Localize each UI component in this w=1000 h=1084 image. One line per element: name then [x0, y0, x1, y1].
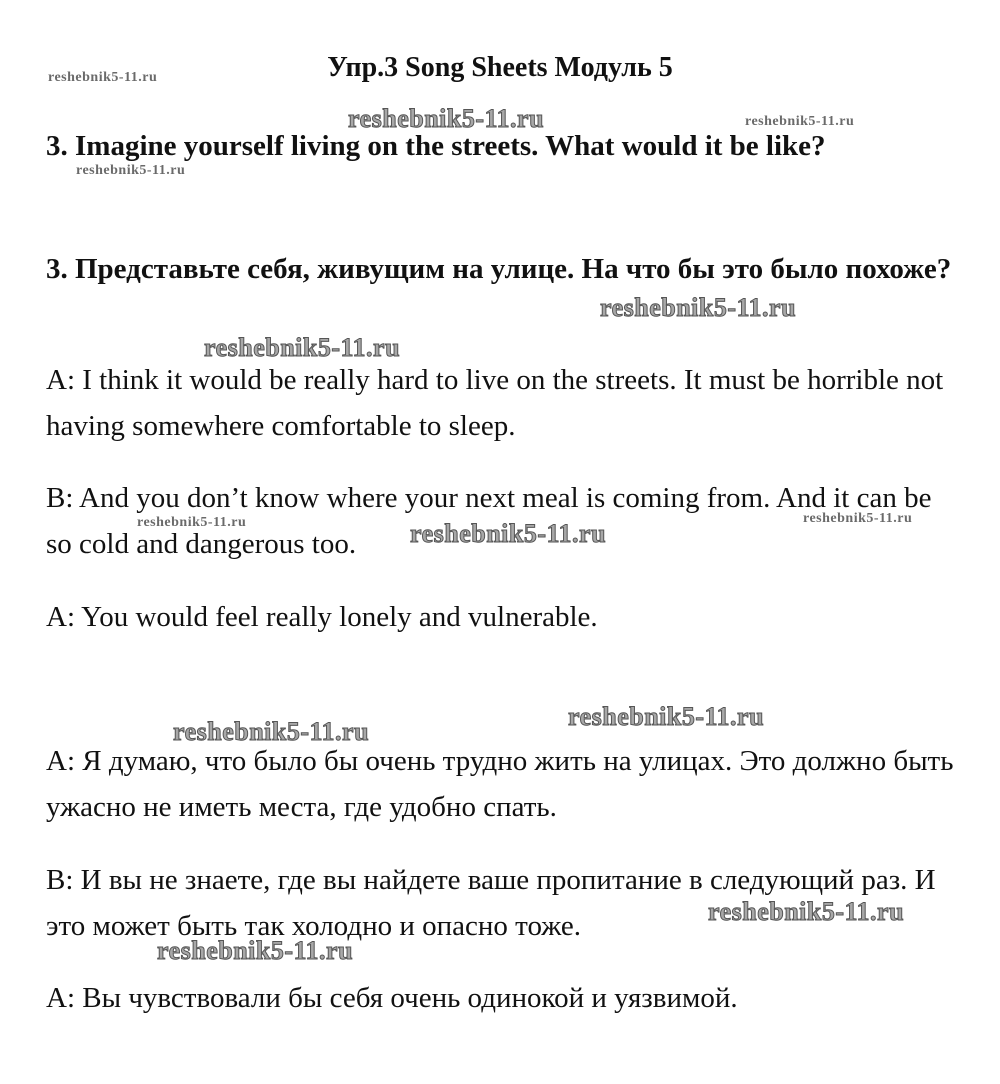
watermark: reshebnik5-11.ru — [48, 70, 158, 85]
watermark: reshebnik5-11.ru — [173, 717, 370, 746]
question-english: 3. Imagine yourself living on the streets. What would it be like? — [46, 130, 826, 162]
dialogue-line-en-a1: A: I think it would be really hard to live on the streets. It must be horrible not having somewhere comfortable to sleep. — [46, 364, 944, 442]
dialogue-line-ru-b: B: И вы не знаете, где вы найдете ваше пропитание в следующий раз. И это может быть так холодно и опасно тоже. — [46, 864, 936, 942]
dialogue-line-en-a2: A: You would feel really lonely and vulnerable. — [46, 601, 598, 633]
watermark: reshebnik5-11.ru — [803, 511, 913, 526]
watermark: reshebnik5-11.ru — [568, 702, 765, 731]
watermark: reshebnik5-11.ru — [410, 519, 607, 548]
watermark: reshebnik5-11.ru — [76, 163, 186, 178]
dialogue-line-ru-a1: A: Я думаю, что было бы очень трудно жить на улицах. Это должно быть ужасно не иметь места, где удобно спать. — [46, 745, 954, 823]
watermark: reshebnik5-11.ru — [348, 104, 545, 133]
watermark: reshebnik5-11.ru — [745, 114, 855, 129]
watermark: reshebnik5-11.ru — [137, 515, 247, 530]
dialogue-line-en-b: B: And you don’t know where your next meal is coming from. And it can be so cold and dangerous too. — [46, 482, 932, 560]
question-russian: 3. Представьте себя, живущим на улице. На что бы это было похоже? — [46, 253, 952, 285]
watermark: reshebnik5-11.ru — [600, 293, 797, 322]
watermark: reshebnik5-11.ru — [708, 897, 905, 926]
dialogue-line-ru-a2: A: Вы чувствовали бы себя очень одинокой и уязвимой. — [46, 982, 738, 1014]
watermark: reshebnik5-11.ru — [157, 936, 354, 965]
watermark: reshebnik5-11.ru — [204, 333, 401, 362]
page-title: Упр.3 Song Sheets Модуль 5 — [327, 52, 673, 83]
